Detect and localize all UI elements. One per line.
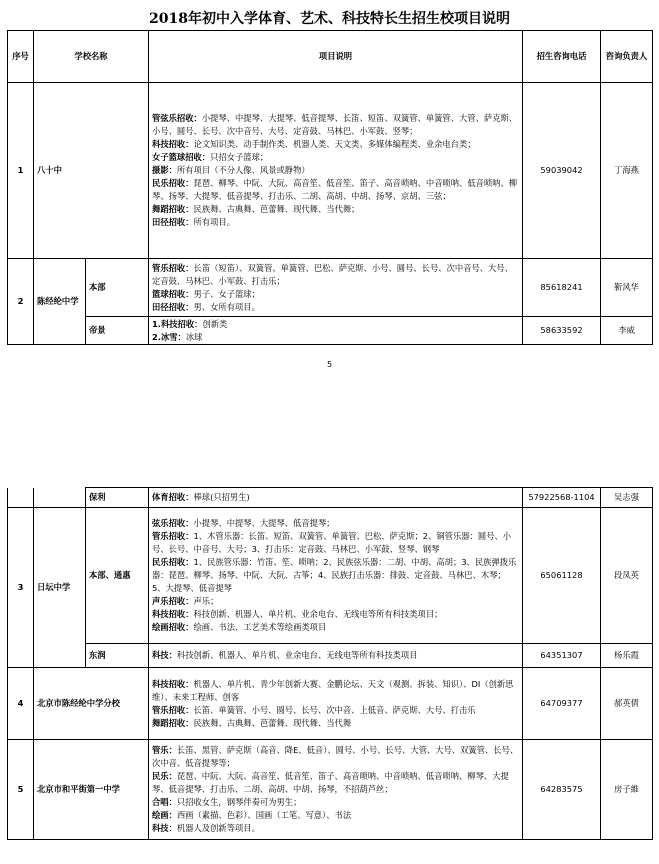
- campus-name: 东润: [86, 644, 149, 668]
- table-row: [8, 259, 653, 317]
- contact: 靳风华: [601, 259, 653, 317]
- page1-table: [7, 30, 653, 345]
- desc-line: 舞蹈招收：民族舞、古典舞、芭蕾舞、现代舞、当代舞；: [152, 204, 360, 214]
- desc-line: 舞蹈招收：民族舞、古典舞、芭蕾舞、现代舞、当代舞: [152, 717, 352, 728]
- phone: 64709377: [523, 668, 601, 740]
- desc-line: 科技：机器人及创新等项目。: [152, 823, 260, 833]
- table-row: [8, 83, 653, 259]
- desc-line: 绘画：西画（素描、色彩）、国画（工笔、写意）、书法: [152, 810, 352, 820]
- campus-name: 本部、通惠: [86, 508, 149, 644]
- table-row: [8, 644, 653, 668]
- row-seq: 5: [8, 740, 34, 840]
- desc-line: 体育招收：棒球(只招男生): [152, 492, 250, 502]
- desc-line: 科技招收：论文知识类、动手制作类、机器人类、天文类、多媒体编程类、业余电台类；: [152, 139, 476, 149]
- table-row: [8, 508, 653, 644]
- desc-line: 民乐招收：1、民族管乐器：竹笛、笙、唢呐；2、民族弦乐器：二胡、中胡、高胡；3、民族弹拨乐器：琵琶、柳琴、扬琴、中阮、大阮、古筝；4、民族打击乐器：排鼓、定音鼓、马林巴、木琴；5、大提琴、低音提琴: [152, 557, 517, 593]
- row-seq: 3: [8, 508, 34, 668]
- phone: 85618241: [523, 259, 601, 317]
- header-desc: 项目说明: [149, 31, 523, 83]
- desc-line: 摄影：所有项目（不分人像、风景或静物）: [152, 165, 310, 175]
- table-row: [8, 668, 653, 740]
- desc-line: 民乐：琵琶、中阮、大阮、高音笙、低音笙、笛子、高音唢呐、中音唢呐、低音唢呐、柳琴、大提琴、低音提琴、打击乐、二胡、高胡、中胡、扬琴，不招葫芦丝；: [152, 771, 509, 794]
- project-desc: [149, 508, 523, 644]
- header-contact: 咨询负责人: [601, 31, 653, 83]
- campus-name: 帝景: [86, 317, 149, 345]
- school-name: 陈经纶中学: [34, 259, 86, 345]
- school-name: 日坛中学: [34, 508, 86, 668]
- table-row: [8, 740, 653, 840]
- table-row: [8, 488, 653, 508]
- desc-line: 篮球招收：男子、女子篮球；: [152, 288, 260, 299]
- contact: 杨乐霞: [601, 644, 653, 668]
- desc-line: 民乐招收：琵琶、柳琴、中阮、大阮、高音笙、低音笙、笛子、高音唢呐、中音唢呐、低音唢呐、柳琴、扬琴、大提琴、低音提琴、打击乐、二胡、高胡、中胡、扬琴、京胡、三弦；: [152, 178, 518, 201]
- desc-line: 田径招收：男、女所有项目。: [152, 301, 260, 312]
- header-seq: 序号: [8, 31, 34, 83]
- header-school: 学校名称: [34, 31, 149, 83]
- row-seq: 2: [8, 259, 34, 345]
- phone: 64283575: [523, 740, 601, 840]
- desc-line: 2.冰雪：冰球: [152, 331, 203, 342]
- project-desc: [149, 644, 523, 668]
- desc-line: 绘画招收：绘画、书法、工艺美术等绘画类项目: [152, 622, 327, 632]
- desc-line: 管乐招收：长笛（短笛）、双簧管、单簧管、巴松、萨克斯、小号、圆号、长号、次中音号、大号、定音鼓、马林巴、小军鼓、打击乐；: [152, 262, 513, 286]
- phone: 57922568-1104: [523, 488, 601, 508]
- phone: 65061128: [523, 508, 601, 644]
- school-name: 八十中: [34, 83, 149, 259]
- desc-line: 合唱：只招收女生，钢琴伴奏可为男生；: [152, 797, 302, 807]
- desc-line: 管乐招收：长笛、单簧管、小号、圆号、长号、次中音、上低音、萨克斯、大号、打击乐: [152, 704, 476, 715]
- desc-line: 科技：科技创新、机器人、单片机、业余电台、无线电等所有科技类项目: [152, 650, 418, 660]
- contact: 段凤英: [601, 508, 653, 644]
- project-desc: [149, 317, 523, 345]
- contact: 郝英倩: [601, 668, 653, 740]
- header-phone: 招生咨询电话: [523, 31, 601, 83]
- desc-line: 科技招收：机器人、单片机、青少年创新大赛、金鹏论坛、天文（观测、拆装、知识）、DI（创新思维）、未来工程师、创客: [152, 678, 514, 702]
- page-number: 5: [326, 360, 333, 369]
- contact: 吴志强: [601, 488, 653, 508]
- project-desc: [149, 83, 523, 259]
- contact: 丁海燕: [601, 83, 653, 259]
- phone: 59039042: [523, 83, 601, 259]
- desc-line: 管乐：长笛、黑管、萨克斯（高音、降E、低音）、圆号、小号、长号、大管、大号、双簧管、长号、次中音、低音提琴等；: [152, 745, 519, 768]
- project-desc: [149, 488, 523, 508]
- campus-name: 本部: [86, 259, 149, 317]
- project-desc: [149, 259, 523, 317]
- row-seq: 4: [8, 668, 34, 740]
- school-name: 北京市陈经纶中学分校: [34, 668, 149, 740]
- page2-table: [7, 487, 653, 840]
- desc-line: 女子篮球招收：只招女子篮球；: [152, 152, 269, 162]
- desc-line: 1.科技招收：创新类: [152, 318, 228, 329]
- desc-line: 管弦乐招收：小提琴、中提琴、大提琴、低音提琴、长笛、短笛、双簧管、单簧管、大管、萨克斯、小号、圆号、长号、次中音号、大号、定音鼓、马林巴、小军鼓、竖琴；: [152, 113, 518, 136]
- row-seq: 1: [8, 83, 34, 259]
- project-desc: [149, 740, 523, 840]
- header-row: [8, 31, 653, 83]
- desc-line: 声乐招收：声乐；: [152, 596, 219, 606]
- table-row: [8, 317, 653, 345]
- contact: 房子維: [601, 740, 653, 840]
- desc-line: 弦乐招收：小提琴、中提琴、大提琴、低音提琴；: [152, 518, 335, 528]
- school-name: 北京市和平街第一中学: [34, 740, 149, 840]
- contact: 李威: [601, 317, 653, 345]
- campus-name: 保利: [86, 488, 149, 508]
- desc-line: 科技招收：科技创新、机器人、单片机、业余电台、无线电等所有科技类项目；: [152, 609, 443, 619]
- phone: 64351307: [523, 644, 601, 668]
- project-desc: [149, 668, 523, 740]
- page-title: 2018年初中入学体育、艺术、科技特长生招生校项目说明: [149, 11, 510, 27]
- phone: 58633592: [523, 317, 601, 345]
- desc-line: 田径招收：所有项目。: [152, 217, 236, 227]
- desc-line: 管乐招收：1、木管乐器：长笛、短笛、双簧管、单簧管、巴松、萨克斯；2、铜管乐器：圆号、小号、长号、中音号、大号；3、打击乐：定音鼓、马林巴、小军鼓、竖琴、钢琴: [152, 531, 512, 554]
